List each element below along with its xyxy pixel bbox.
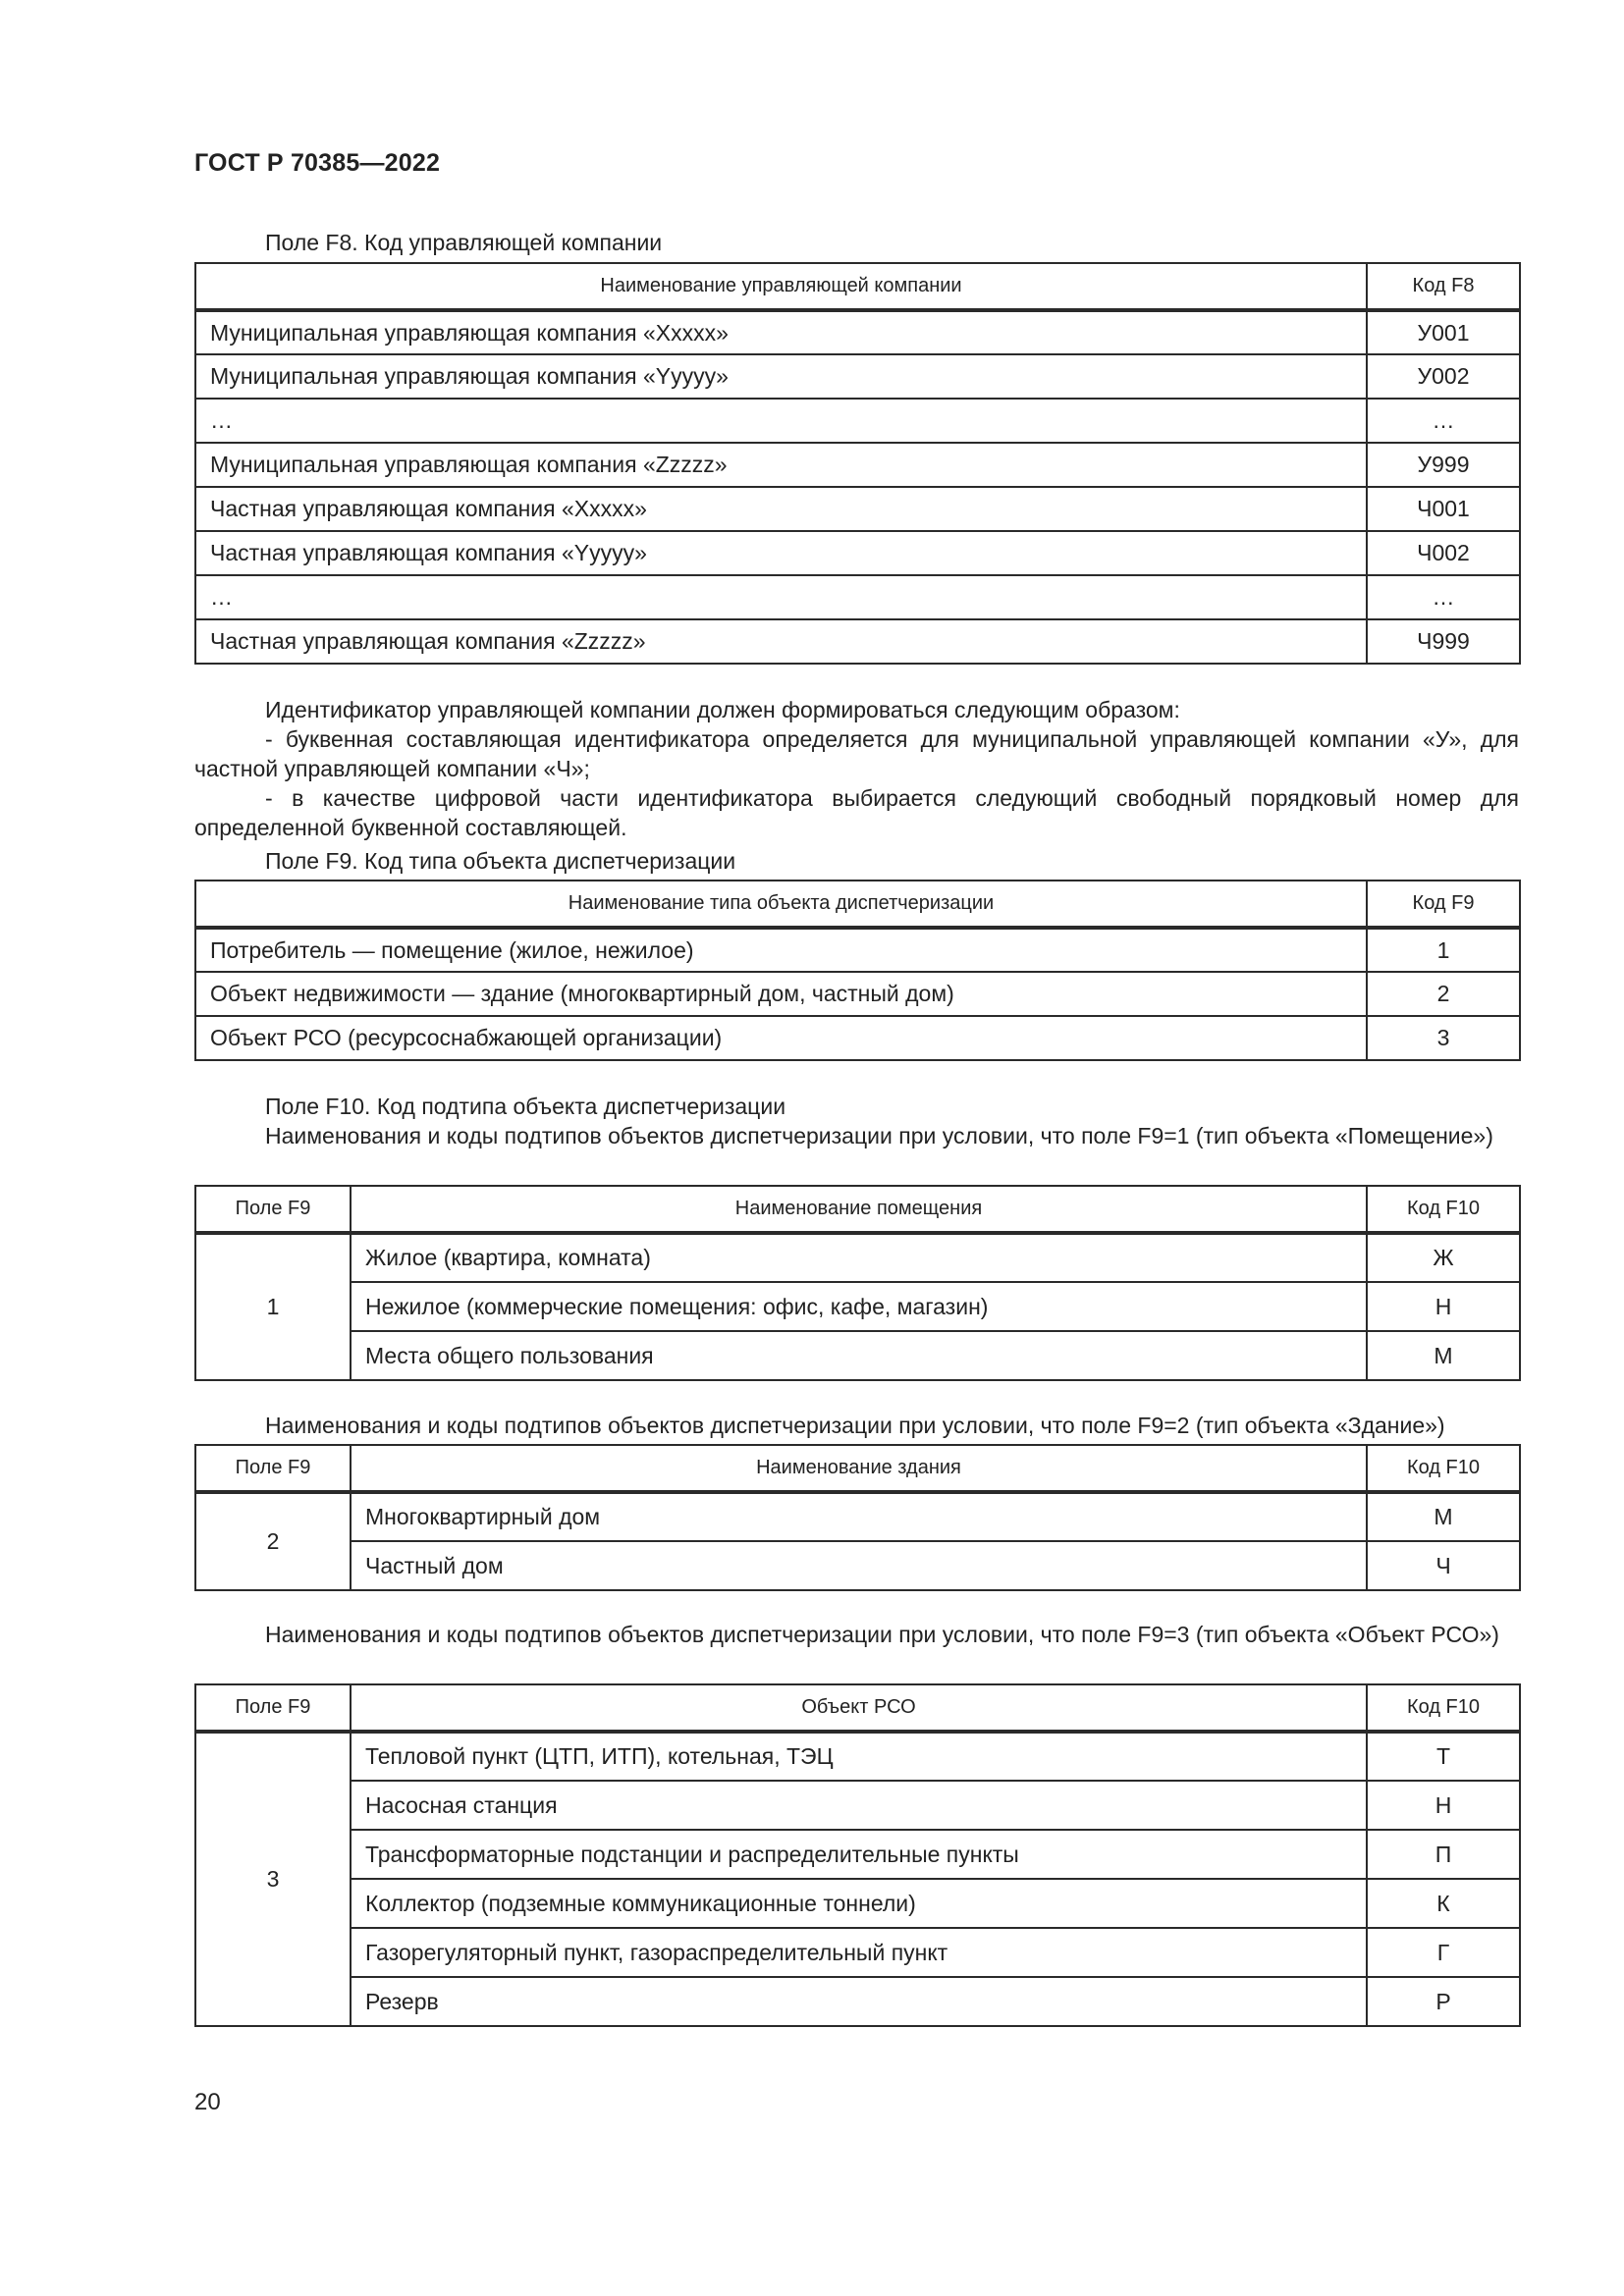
f10-table-3-header-f9: Поле F9	[195, 1684, 351, 1732]
f10-table-2-header-row	[195, 1445, 1520, 1492]
row-code: Ч999	[1367, 619, 1520, 664]
row-name: Частная управляющая компания «Zzzzz»	[195, 619, 1367, 664]
identifier-line-1: Идентификатор управляющей компании должен формироваться следующим образом:	[265, 697, 1180, 722]
row-name: Жилое (квартира, комната)	[351, 1233, 1367, 1282]
table-row	[195, 1541, 1520, 1590]
f8-caption: Поле F8. Код управляющей компании	[265, 230, 663, 255]
row-code: …	[1367, 575, 1520, 619]
f10-table-3	[194, 1683, 1521, 2027]
f9-header-code: Код F9	[1367, 881, 1520, 928]
table-row	[195, 1016, 1520, 1060]
row-code: Н	[1367, 1282, 1520, 1331]
f10-table-3-header-row	[195, 1684, 1520, 1732]
table-row	[195, 928, 1520, 972]
row-code: Р	[1367, 1977, 1520, 2026]
identifier-line-2: - буквенная составляющая идентификатора определяется для муниципальной управляющей компании «У», для частной управляющей компании «Ч»;	[194, 726, 1519, 781]
row-code: Н	[1367, 1781, 1520, 1830]
row-code: М	[1367, 1331, 1520, 1380]
f10-table-2-header-code: Код F10	[1367, 1445, 1520, 1492]
f8-header-code: Код F8	[1367, 263, 1520, 310]
row-code: У002	[1367, 354, 1520, 399]
table-row	[195, 1879, 1520, 1928]
f10-intro-2: Наименования и коды подтипов объектов диспетчеризации при условии, что поле F9=2 (тип объекта «Здание»)	[265, 1413, 1445, 1438]
row-name: Объект недвижимости — здание (многоквартирный дом, частный дом)	[195, 972, 1367, 1016]
row-name: Потребитель — помещение (жилое, нежилое)	[195, 928, 1367, 972]
row-code: Т	[1367, 1732, 1520, 1781]
f9-table	[194, 880, 1521, 1061]
row-code: Ч001	[1367, 487, 1520, 531]
row-name: Частная управляющая компания «Xxxxx»	[195, 487, 1367, 531]
table-row	[195, 443, 1520, 487]
f10-table-1-header-name: Наименование помещения	[351, 1186, 1367, 1233]
table-row	[195, 1282, 1520, 1331]
row-code: П	[1367, 1830, 1520, 1879]
row-name: Насосная станция	[351, 1781, 1367, 1830]
table-row	[195, 354, 1520, 399]
row-name: Трансформаторные подстанции и распределительные пункты	[351, 1830, 1367, 1879]
row-name: Коллектор (подземные коммуникационные тоннели)	[351, 1879, 1367, 1928]
f10-table-1	[194, 1185, 1521, 1381]
table-row	[195, 310, 1520, 354]
f10-table-2-header-f9: Поле F9	[195, 1445, 351, 1492]
table-row	[195, 619, 1520, 664]
page-number: 20	[194, 2089, 221, 2115]
f8-header-name: Наименование управляющей компании	[195, 263, 1367, 310]
row-code: 2	[1367, 972, 1520, 1016]
f9-header-row	[195, 881, 1520, 928]
table-row	[195, 487, 1520, 531]
f9-value-cell: 3	[195, 1732, 351, 2026]
table-row	[195, 575, 1520, 619]
row-code: 3	[1367, 1016, 1520, 1060]
table-row	[195, 1732, 1520, 1781]
row-code: Ч	[1367, 1541, 1520, 1590]
f9-value-cell: 1	[195, 1233, 351, 1380]
f9-header-name: Наименование типа объекта диспетчеризации	[195, 881, 1367, 928]
row-code: Ж	[1367, 1233, 1520, 1282]
table-row	[195, 531, 1520, 575]
f10-table-1-header-row	[195, 1186, 1520, 1233]
table-row	[195, 1781, 1520, 1830]
f9-value-cell: 2	[195, 1492, 351, 1590]
table-row	[195, 1331, 1520, 1380]
f9-caption: Поле F9. Код типа объекта диспетчеризации	[265, 848, 736, 874]
identifier-line-3: - в качестве цифровой части идентификатора выбирается следующий свободный порядковый номер для определенной буквенной составляющей.	[194, 785, 1519, 840]
f10-caption: Поле F10. Код подтипа объекта диспетчеризации	[265, 1094, 786, 1119]
f10-intro-3: Наименования и коды подтипов объектов диспетчеризации при условии, что поле F9=3 (тип объекта «Объект РСО»)	[265, 1622, 1499, 1647]
document-header: ГОСТ Р 70385—2022	[194, 149, 441, 177]
row-code: Ч002	[1367, 531, 1520, 575]
table-row	[195, 1830, 1520, 1879]
f10-table-3-header-code: Код F10	[1367, 1684, 1520, 1732]
row-code: …	[1367, 399, 1520, 443]
row-name: Многоквартирный дом	[351, 1492, 1367, 1541]
table-row	[195, 1233, 1520, 1282]
f10-table-1-header-code: Код F10	[1367, 1186, 1520, 1233]
f10-table-1-header-f9: Поле F9	[195, 1186, 351, 1233]
row-name: Частная управляющая компания «Yyyyy»	[195, 531, 1367, 575]
row-name: Тепловой пункт (ЦТП, ИТП), котельная, ТЭЦ	[351, 1732, 1367, 1781]
f10-table-3-header-name: Объект РСО	[351, 1684, 1367, 1732]
row-code: У001	[1367, 310, 1520, 354]
row-name: Нежилое (коммерческие помещения: офис, кафе, магазин)	[351, 1282, 1367, 1331]
table-row	[195, 1492, 1520, 1541]
f8-table	[194, 262, 1521, 665]
row-code: М	[1367, 1492, 1520, 1541]
row-code: 1	[1367, 928, 1520, 972]
row-code: У999	[1367, 443, 1520, 487]
row-code: Г	[1367, 1928, 1520, 1977]
row-name: Муниципальная управляющая компания «Xxxxx»	[195, 310, 1367, 354]
row-code: К	[1367, 1879, 1520, 1928]
f10-table-2-header-name: Наименование здания	[351, 1445, 1367, 1492]
row-name: …	[195, 399, 1367, 443]
row-name: …	[195, 575, 1367, 619]
table-row	[195, 972, 1520, 1016]
row-name: Объект РСО (ресурсоснабжающей организации)	[195, 1016, 1367, 1060]
row-name: Газорегуляторный пункт, газораспределительный пункт	[351, 1928, 1367, 1977]
f10-intro-1: Наименования и коды подтипов объектов диспетчеризации при условии, что поле F9=1 (тип объекта «Помещение»)	[265, 1123, 1493, 1148]
table-row	[195, 399, 1520, 443]
table-row	[195, 1977, 1520, 2026]
identifier-explanation	[194, 695, 1519, 842]
row-name: Муниципальная управляющая компания «Zzzzz»	[195, 443, 1367, 487]
row-name: Муниципальная управляющая компания «Yyyyy»	[195, 354, 1367, 399]
f10-table-2	[194, 1444, 1521, 1591]
row-name: Места общего пользования	[351, 1331, 1367, 1380]
f8-header-row	[195, 263, 1520, 310]
row-name: Резерв	[351, 1977, 1367, 2026]
row-name: Частный дом	[351, 1541, 1367, 1590]
table-row	[195, 1928, 1520, 1977]
